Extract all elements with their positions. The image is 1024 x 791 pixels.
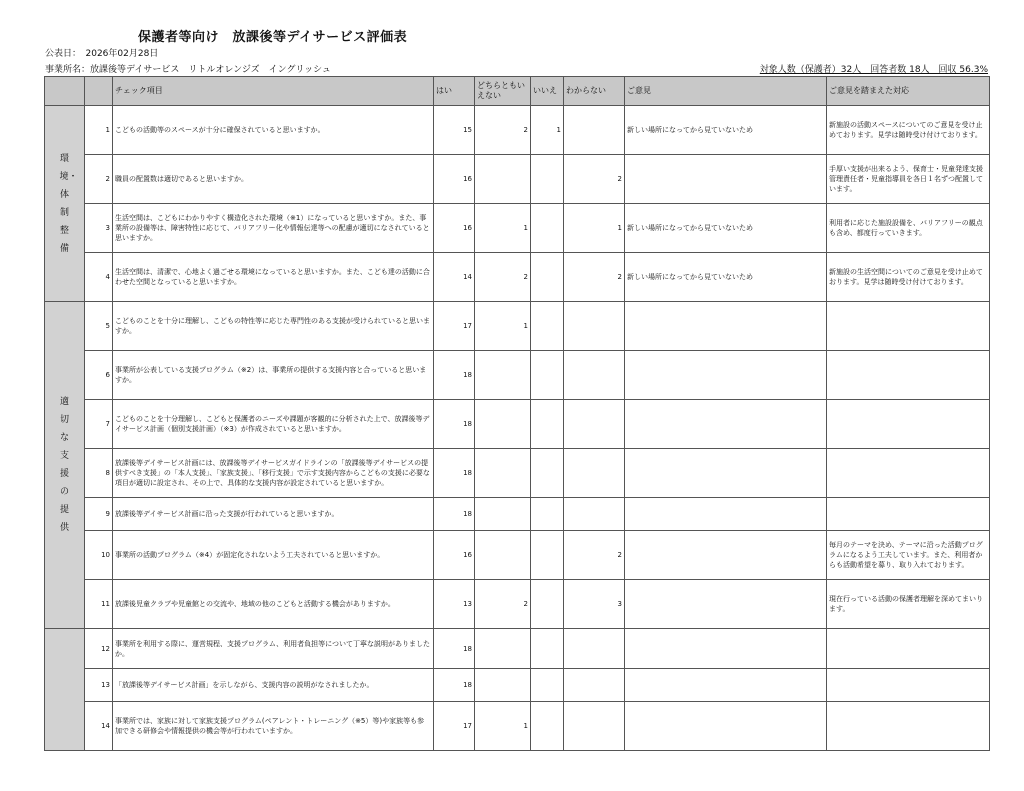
question-text: こどものことを十分理解し、こどもと保護者のニーズや課題が客観的に分析された上で、放課後等デイサービス計画（個別支援計画）（※3）が作成されていると思いますか。: [113, 400, 434, 449]
response-text: [827, 498, 990, 531]
response-text: 毎月のテーマを決め、テーマに沿った活動プログラムになるよう工夫しています。また、利用者からも活動希望を募り、取り入れております。: [827, 531, 990, 580]
question-text: 放課後等デイサービス計画に沿った支援が行われていると思いますか。: [113, 498, 434, 531]
neither-count: 2: [475, 106, 531, 155]
opinion-text: [625, 351, 827, 400]
table-row: [45, 531, 990, 580]
yes-count: 18: [434, 498, 475, 531]
response-text: [827, 351, 990, 400]
table-row: [45, 351, 990, 400]
unknown-count: [564, 498, 625, 531]
opinion-text: [625, 302, 827, 351]
row-number: 9: [85, 498, 113, 531]
question-text: 放課後等デイサービス計画には、放課後等デイサービスガイドラインの「放課後等デイサービスの提供すべき支援」の「本人支援」、「家族支援」、「移行支援」で示す支援内容からこどもの支援に必要な項目が適切に設定され、その上で、具体的な支援内容が設定されていると思いますか。: [113, 449, 434, 498]
unknown-count: 1: [564, 204, 625, 253]
opinion-text: [625, 155, 827, 204]
table-row: [45, 155, 990, 204]
opinion-text: 新しい場所になってから見ていないため: [625, 204, 827, 253]
facility-name: 事業所名：放課後等デイサービス リトルオレンジズ イングリッシュ: [45, 65, 331, 75]
no-count: 1: [531, 106, 564, 155]
row-number: 12: [85, 629, 113, 669]
header-unknown: わからない: [564, 77, 625, 106]
question-text: 放課後児童クラブや児童館との交流や、地域の他のこどもと活動する機会がありますか。: [113, 580, 434, 629]
yes-count: 13: [434, 580, 475, 629]
unknown-count: 2: [564, 155, 625, 204]
yes-count: 18: [434, 449, 475, 498]
section-label: [45, 629, 85, 751]
unknown-count: [564, 351, 625, 400]
opinion-text: [625, 629, 827, 669]
opinion-text: 新しい場所になってから見ていないため: [625, 106, 827, 155]
section-label: 環境・体制整備: [45, 106, 85, 302]
no-count: [531, 669, 564, 702]
row-number: 6: [85, 351, 113, 400]
unknown-count: [564, 400, 625, 449]
neither-count: [475, 498, 531, 531]
response-stats: 対象人数（保護者）32人 回答者数 18人 回収 56.3%: [759, 65, 988, 75]
no-count: [531, 204, 564, 253]
question-text: 職員の配置数は適切であると思いますか。: [113, 155, 434, 204]
row-number: 14: [85, 702, 113, 751]
yes-count: 16: [434, 204, 475, 253]
header-neither: どちらともいえない: [475, 77, 531, 106]
header-opinion: ご意見: [625, 77, 827, 106]
row-number: 4: [85, 253, 113, 302]
table-row: [45, 449, 990, 498]
neither-count: [475, 531, 531, 580]
question-text: 事業所では、家族に対して家族支援プログラム(ペアレント・トレーニング（※5）等)や家族等も参加できる研修会や情報提供の機会等が行われていますか。: [113, 702, 434, 751]
question-text: 事業所の活動プログラム（※4）が固定化されないよう工夫されていると思いますか。: [113, 531, 434, 580]
row-number: 8: [85, 449, 113, 498]
row-number: 10: [85, 531, 113, 580]
response-text: 新施設の生活空間についてのご意見を受け止めております。見学は随時受け付けております。: [827, 253, 990, 302]
row-number: 1: [85, 106, 113, 155]
unknown-count: [564, 449, 625, 498]
no-count: [531, 351, 564, 400]
publish-date: 公表日： 2026年02月28日: [45, 49, 159, 59]
response-text: 現在行っている活動の保護者理解を深めてまいります。: [827, 580, 990, 629]
opinion-text: [625, 531, 827, 580]
header-yes: はい: [434, 77, 475, 106]
page-title: 保護者等向け 放課後等デイサービス評価表: [138, 30, 408, 45]
unknown-count: [564, 702, 625, 751]
no-count: [531, 702, 564, 751]
neither-count: 1: [475, 702, 531, 751]
header-section: [45, 77, 85, 106]
neither-count: [475, 669, 531, 702]
header-response: ご意見を踏まえた対応: [827, 77, 990, 106]
yes-count: 17: [434, 702, 475, 751]
response-text: 利用者に応じた施設設備を、バリアフリーの観点も含め、都度行っていきます。: [827, 204, 990, 253]
unknown-count: 2: [564, 531, 625, 580]
no-count: [531, 302, 564, 351]
table-row: [45, 498, 990, 531]
no-count: [531, 253, 564, 302]
row-number: 7: [85, 400, 113, 449]
neither-count: [475, 629, 531, 669]
neither-count: 1: [475, 302, 531, 351]
table-row: [45, 106, 990, 155]
no-count: [531, 498, 564, 531]
unknown-count: 3: [564, 580, 625, 629]
row-number: 13: [85, 669, 113, 702]
question-text: こどものことを十分に理解し、こどもの特性等に応じた専門性のある支援が受けられていると思いますか。: [113, 302, 434, 351]
yes-count: 18: [434, 351, 475, 400]
response-text: [827, 449, 990, 498]
table-row: [45, 204, 990, 253]
row-number: 5: [85, 302, 113, 351]
neither-count: [475, 400, 531, 449]
question-text: 事業所を利用する際に、運営規程、支援プログラム、利用者負担等について丁寧な説明がありましたか。: [113, 629, 434, 669]
neither-count: 1: [475, 204, 531, 253]
no-count: [531, 531, 564, 580]
no-count: [531, 155, 564, 204]
opinion-text: [625, 449, 827, 498]
table-row: [45, 400, 990, 449]
row-number: 11: [85, 580, 113, 629]
yes-count: 15: [434, 106, 475, 155]
yes-count: 17: [434, 302, 475, 351]
neither-count: 2: [475, 580, 531, 629]
table-row: [45, 629, 990, 669]
table-row: [45, 669, 990, 702]
yes-count: 16: [434, 155, 475, 204]
neither-count: [475, 351, 531, 400]
row-number: 3: [85, 204, 113, 253]
header-check-item: チェック項目: [113, 77, 434, 106]
table-row: [45, 302, 990, 351]
no-count: [531, 580, 564, 629]
response-text: 新施設の活動スペースについてのご意見を受け止めております。見学は随時受け付けております。: [827, 106, 990, 155]
question-text: 事業所が公表している支援プログラム（※2）は、事業所の提供する支援内容と合っていると思いますか。: [113, 351, 434, 400]
opinion-text: [625, 669, 827, 702]
response-text: [827, 702, 990, 751]
unknown-count: [564, 302, 625, 351]
response-text: [827, 400, 990, 449]
unknown-count: [564, 106, 625, 155]
evaluation-table: [44, 76, 990, 751]
question-text: こどもの活動等のスペースが十分に確保されていると思いますか。: [113, 106, 434, 155]
yes-count: 18: [434, 629, 475, 669]
neither-count: [475, 155, 531, 204]
response-text: 手厚い支援が出来るよう、保育士・児童発達支援管理責任者・児童指導員を各日１名ずつ配置しています。: [827, 155, 990, 204]
unknown-count: [564, 629, 625, 669]
yes-count: 14: [434, 253, 475, 302]
neither-count: 2: [475, 253, 531, 302]
opinion-text: [625, 400, 827, 449]
opinion-text: [625, 580, 827, 629]
opinion-text: [625, 498, 827, 531]
table-row: [45, 580, 990, 629]
header-row: [45, 77, 990, 106]
response-text: [827, 629, 990, 669]
table-row: [45, 253, 990, 302]
opinion-text: [625, 702, 827, 751]
yes-count: 18: [434, 669, 475, 702]
question-text: 生活空間は、清潔で、心地よく過ごせる環境になっていると思いますか。また、こども達の活動に合わせた空間となっていると思いますか。: [113, 253, 434, 302]
header-number: [85, 77, 113, 106]
response-text: [827, 669, 990, 702]
no-count: [531, 400, 564, 449]
neither-count: [475, 449, 531, 498]
header-no: いいえ: [531, 77, 564, 106]
unknown-count: 2: [564, 253, 625, 302]
yes-count: 16: [434, 531, 475, 580]
unknown-count: [564, 669, 625, 702]
question-text: 生活空間は、こどもにわかりやすく構造化された環境（※1）になっていると思いますか。また、事業所の設備等は、障害特性に応じて、バリアフリー化や情報伝達等への配慮が適切になされていると思いますか。: [113, 204, 434, 253]
section-label: 適切な支援の提供: [45, 302, 85, 629]
response-text: [827, 302, 990, 351]
table-row: [45, 702, 990, 751]
no-count: [531, 629, 564, 669]
yes-count: 18: [434, 400, 475, 449]
no-count: [531, 449, 564, 498]
question-text: 「放課後等デイサービス計画」を示しながら、支援内容の説明がなされましたか。: [113, 669, 434, 702]
row-number: 2: [85, 155, 113, 204]
opinion-text: 新しい場所になってから見ていないため: [625, 253, 827, 302]
